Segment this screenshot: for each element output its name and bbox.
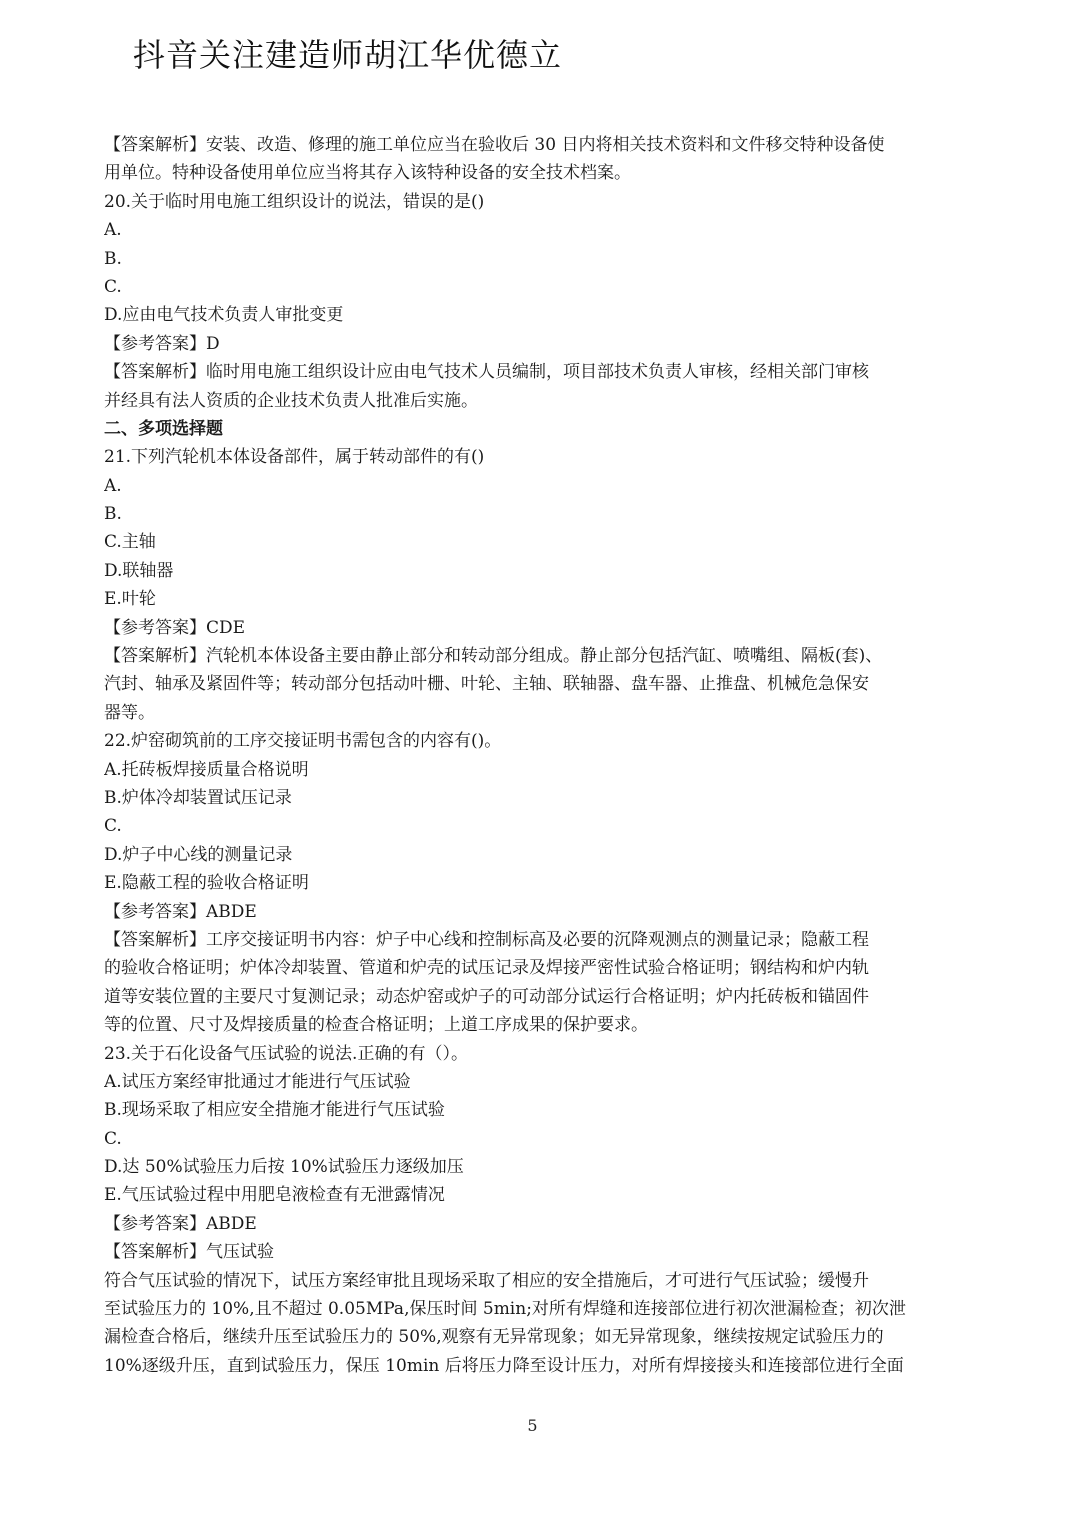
text-line: 22.炉窑砌筑前的工序交接证明书需包含的内容有()。 [104,731,502,752]
text-line: 23.关于石化设备气压试验的说法.正确的有（）。 [104,1043,468,1064]
text-line: 【参考答案】ABDE [104,1213,257,1234]
text-line: C.主轴 [104,532,156,553]
text-line: 【参考答案】D [104,333,220,354]
text-line: A.托砖板焊接质量合格说明 [104,759,309,780]
text-line: 21.下列汽轮机本体设备部件，属于转动部件的有() [104,447,485,468]
text-line: 道等安装位置的主要尺寸复测记录；动态炉窑或炉子的可动部分试运行合格证明；炉内托砖板和锚固件 [104,986,869,1007]
text-line: D.达 50%试验压力后按 10%试验压力逐级加压 [104,1157,464,1178]
text-line: 的验收合格证明；炉体冷却装置、管道和炉壳的试压记录及焊接严密性试验合格证明；钢结构和炉内轨 [104,958,869,979]
text-line: D.联轴器 [104,560,174,581]
text-line: B. [104,248,122,269]
text-line: 等的位置、尺寸及焊接质量的检查合格证明；上道工序成果的保护要求。 [104,1015,648,1036]
text-line: C. [104,1128,122,1149]
text-line: C. [104,276,122,297]
text-line: 至试验压力的 10%,且不超过 0.05MPa,保压时间 5min;对所有焊缝和连接部位进行初次泄漏检查；初次泄 [104,1299,906,1320]
text-line: 汽封、轴承及紧固件等；转动部分包括动叶栅、叶轮、主轴、联轴器、盘车器、止推盘、机械危急保安 [104,674,869,695]
text-line: B.炉体冷却装置试压记录 [104,787,292,808]
page-number: 5 [527,1416,538,1435]
text-line: E.隐蔽工程的验收合格证明 [104,873,309,894]
text-line: 10%逐级升压，直到试验压力，保压 10min 后将压力降至设计压力，对所有焊接接头和连接部位进行全面 [104,1355,904,1376]
text-line: 【答案解析】安装、改造、修理的施工单位应当在验收后 30 日内将相关技术资料和文件移交特种设备使 [104,135,885,155]
text-line: A. [104,220,122,241]
text-line: 20.关于临时用电施工组织设计的说法，错误的是() [104,191,485,212]
document-body [104,131,964,1380]
text-line: 漏检查合格后，继续升压至试验压力的 50%,观察有无异常现象；如无异常现象，继续按规定试验压力的 [104,1327,884,1348]
text-line: C. [104,816,122,837]
text-line: B. [104,504,122,525]
text-line: D.应由电气技术负责人审批变更 [104,305,344,326]
text-line: B.现场采取了相应安全措施才能进行气压试验 [104,1100,445,1121]
text-line: 用单位。特种设备使用单位应当将其存入该特种设备的安全技术档案。 [104,163,631,184]
text-line: 【参考答案】CDE [104,617,246,638]
text-line: 【参考答案】ABDE [104,901,257,922]
text-line: A.试压方案经审批通过才能进行气压试验 [104,1071,411,1092]
text-line: A. [104,475,122,496]
text-line: 【答案解析】汽轮机本体设备主要由静止部分和转动部分组成。静止部分包括汽缸、喷嘴组、隔板(套)、 [104,646,883,667]
page-header-title: 抖音关注建造师胡江华优德立 [133,36,563,74]
text-line: D.炉子中心线的测量记录 [104,844,293,865]
section-heading: 二、多项选择题 [104,418,223,439]
text-line: 符合气压试验的情况下，试压方案经审批且现场采取了相应的安全措施后，才可进行气压试验；缓慢升 [104,1270,869,1291]
text-line: E.气压试验过程中用肥皂液检查有无泄露情况 [104,1185,445,1206]
text-line: 【答案解析】气压试验 [104,1242,274,1263]
text-line: E.叶轮 [104,589,156,610]
text-line: 【答案解析】工序交接证明书内容：炉子中心线和控制标高及必要的沉降观测点的测量记录；隐蔽工程 [104,929,869,950]
text-line: 并经具有法人资质的企业技术负责人批准后实施。 [104,390,478,411]
text-line: 器等。 [104,702,155,723]
text-line: 【答案解析】临时用电施工组织设计应由电气技术人员编制，项目部技术负责人审核，经相关部门审核 [104,362,869,383]
